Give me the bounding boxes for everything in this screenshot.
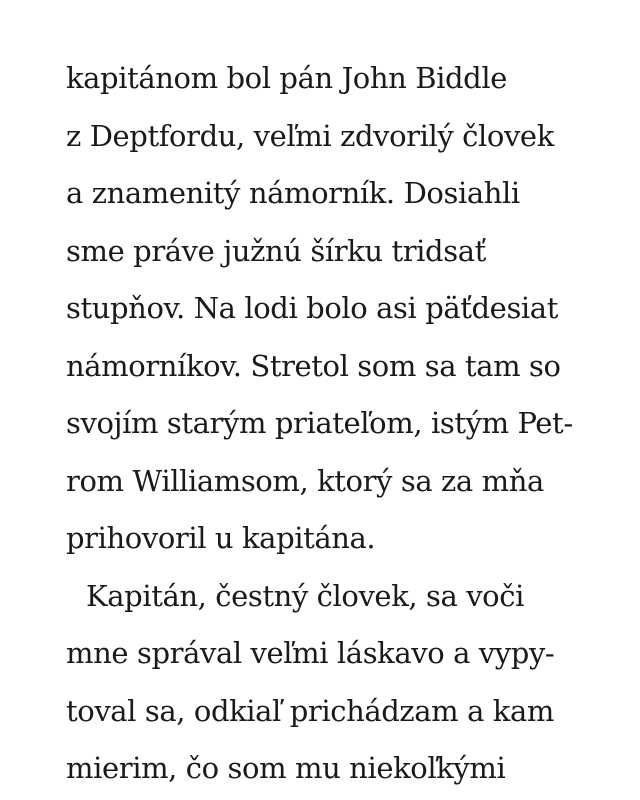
text-line: mierim, čo som mu niekoľkými	[66, 751, 506, 785]
text-line: mne správal veľmi láskavo a vypy-	[66, 636, 555, 670]
text-line: toval sa, odkiaľ prichádzam a kam	[66, 693, 554, 728]
text-line: sme práve južnú šírku tridsať	[66, 233, 486, 268]
text-line: stupňov. Na lodi bolo asi päťdesiat	[66, 291, 558, 325]
page-text	[66, 50, 626, 798]
text-line: prihovoril u kapitána.	[66, 521, 376, 555]
text-line: rom Williamsom, ktorý sa za mňa	[66, 463, 544, 498]
paragraph-start-line: Kapitán, čestný človek, sa voči	[86, 578, 524, 613]
text-line: a znamenitý námorník. Dosiahli	[66, 176, 520, 210]
text-line: námorníkov. Stretol som sa tam so	[66, 348, 561, 383]
text-line: z Deptfordu, veľmi zdvorilý človek	[66, 118, 554, 153]
text-line: kapitánom bol pán John Biddle	[66, 61, 507, 95]
text-line: svojím starým priateľom, istým Pet-	[66, 406, 573, 440]
